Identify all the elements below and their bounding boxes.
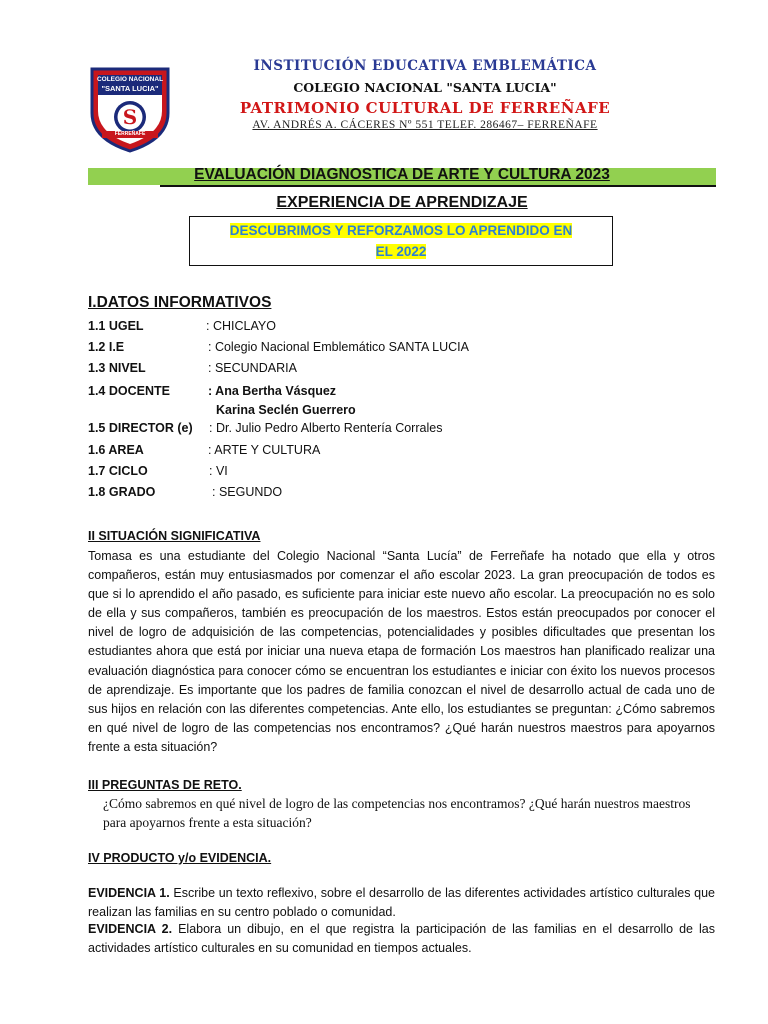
experience-title-box <box>189 216 613 266</box>
datos-row-ugel: 1.1 UGEL : CHICLAYO <box>88 319 276 333</box>
datos-row-nivel: 1.3 NIVEL : SECUNDARIA <box>88 361 297 375</box>
preguntas-text: ¿Cómo sabremos en qué nivel de logro de las competencias nos encontramos? ¿Qué harán nuestros maestros para apoyarnos frente a esta situación? <box>103 796 691 830</box>
section-datos-heading: I.DATOS INFORMATIVOS <box>88 294 272 311</box>
logo-band: FERREÑAFE <box>114 131 146 137</box>
logo-letter: S <box>122 105 138 129</box>
datos-row-docente: 1.4 DOCENTE : Ana Bertha Vásquez Karina Seclén Guerrero <box>88 384 356 417</box>
school-crest-logo <box>88 63 172 153</box>
situacion-paragraph: Tomasa es una estudiante del Colegio Nacional “Santa Lucía” de Ferreñafe ha notado que ella y otros compañeros, están muy entusiasmados por comenzar el año escolar 2023. La gran preocupación de todos es que si lo aprendido el año pasado, es suficiente para iniciar este nuevo año escolar. La preocupación no es solo de ella y sus compañeros, también es preocupación de los maestros. Estos están preocupados por conocer el nivel de logro de adquisición de las competencias, potencialidades y posibles dificultades que presentan los estudiantes ahora que está por iniciar una nueva etapa de formación Los maestros han planificado realizar una evaluación diagnóstica para conocer cómo se encuentran los estudiantes e iniciar con éxito los nuevos procesos de aprendizaje. Es importante que los padres de familia conozcan el nivel de desarrollo actual de cada uno de sus hijos en relación con las diferentes competencias. Ante ello, los estudiantes se preguntan: ¿Cómo sabremos en qué nivel de logro de las competencias nos encontramos? ¿Qué harán nuestros maestros para apoyarnos frente a esta situación? <box>88 549 715 754</box>
evidencia-2: EVIDENCIA 2. Elabora un dibujo, en el que registra la participación de las familias en el desarrollo de las actividades artístico culturales en su comunidad en tiempos actuales. <box>88 922 715 955</box>
header-institution: INSTITUCIÓN EDUCATIVA EMBLEMÁTICA <box>253 58 597 74</box>
datos-row-ie: 1.2 I.E : Colegio Nacional Emblemático SANTA LUCIA <box>88 340 469 354</box>
section-preguntas-heading: III PREGUNTAS DE RETO. <box>88 778 242 792</box>
datos-row-grado: 1.8 GRADO : SEGUNDO <box>88 485 283 499</box>
datos-row-ciclo: 1.7 CICLO : VI <box>88 464 228 478</box>
experience-title: DESCUBRIMOS Y REFORZAMOS LO APRENDIDO EN EL 2022 <box>229 223 573 259</box>
section-situacion-heading: II SITUACIÓN SIGNIFICATIVA <box>88 529 261 543</box>
document-title: EVALUACIÓN DIAGNOSTICA DE ARTE Y CULTURA 2023 <box>194 166 610 183</box>
datos-row-area: 1.6 AREA : ARTE Y CULTURA <box>88 443 321 457</box>
datos-row-director: 1.5 DIRECTOR (e) : Dr. Julio Pedro Alberto Rentería Corrales <box>88 421 443 435</box>
logo-line1: COLEGIO NACIONAL <box>96 76 164 83</box>
header-school-name: COLEGIO NACIONAL "SANTA LUCIA" <box>293 80 557 95</box>
document-subtitle: EXPERIENCIA DE APRENDIZAJE <box>276 194 528 211</box>
title-underline <box>160 185 716 187</box>
header-patrimonio: PATRIMONIO CULTURAL DE FERREÑAFE <box>239 99 611 117</box>
header-address: AV. ANDRÉS A. CÁCERES Nº 551 TELEF. 286467– FERREÑAFE <box>252 119 598 131</box>
logo-line2: "SANTA LUCIA" <box>101 84 159 93</box>
evidencia-1: EVIDENCIA 1. Escribe un texto reflexivo, sobre el desarrollo de las diferentes actividades artístico culturales que realizan las familias en su centro poblado o comunidad. <box>88 886 715 919</box>
section-producto-heading: IV PRODUCTO y/o EVIDENCIA. <box>88 851 272 865</box>
